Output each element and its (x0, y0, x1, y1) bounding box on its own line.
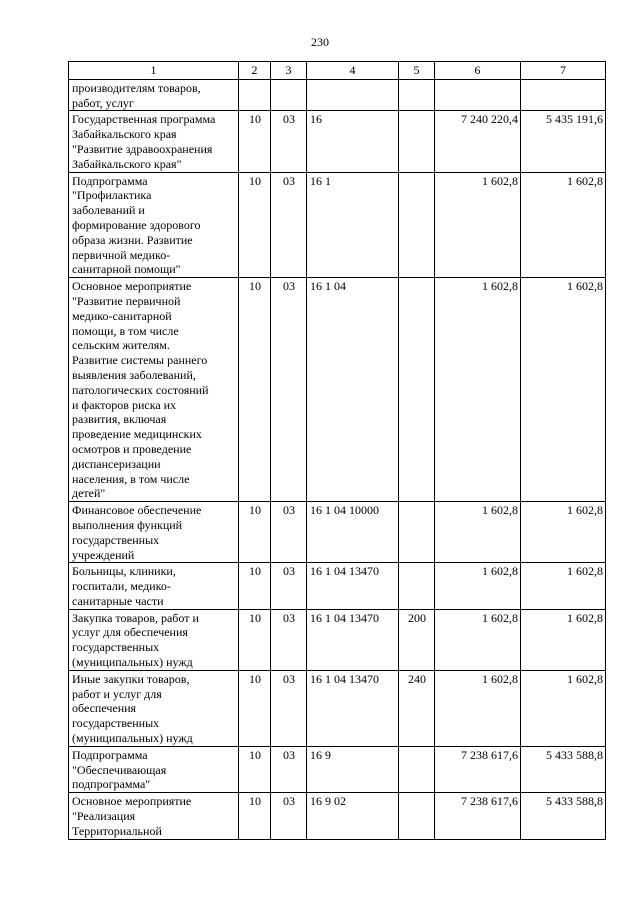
amount-year1-cell: 1 602,8 (435, 563, 521, 609)
subsection-cell: 03 (271, 278, 307, 502)
section-cell: 10 (239, 563, 271, 609)
amount-year1-cell: 1 602,8 (435, 609, 521, 670)
column-header: 3 (271, 62, 307, 80)
amount-year1-cell: 7 238 617,6 (435, 746, 521, 792)
expense-type-cell (399, 502, 435, 563)
subsection-cell: 03 (271, 563, 307, 609)
expense-type-cell: 200 (399, 609, 435, 670)
amount-year2-cell: 1 602,8 (521, 670, 606, 746)
column-header: 6 (435, 62, 521, 80)
amount-year2-cell: 5 435 191,6 (521, 111, 606, 172)
column-header: 1 (69, 62, 239, 80)
target-article-cell: 16 9 02 (307, 793, 399, 839)
target-article-cell: 16 1 (307, 172, 399, 278)
section-cell: 10 (239, 111, 271, 172)
amount-year2-cell: 5 433 588,8 (521, 793, 606, 839)
table-row (69, 793, 606, 839)
amount-year1-cell: 7 238 617,6 (435, 793, 521, 839)
amount-year2-cell: 1 602,8 (521, 609, 606, 670)
expense-type-cell (399, 111, 435, 172)
target-article-cell: 16 1 04 10000 (307, 502, 399, 563)
expense-type-cell (399, 172, 435, 278)
amount-year1-cell: 1 602,8 (435, 502, 521, 563)
subsection-cell: 03 (271, 670, 307, 746)
table-row (69, 563, 606, 609)
amount-year1-cell: 1 602,8 (435, 670, 521, 746)
amount-year1-cell: 7 240 220,4 (435, 111, 521, 172)
target-article-cell: 16 (307, 111, 399, 172)
expense-type-cell (399, 278, 435, 502)
section-cell: 10 (239, 746, 271, 792)
budget-table (68, 61, 606, 840)
amount-year1-cell (435, 79, 521, 111)
item-name-cell: Финансовое обеспечение выполнения функций государственных учреждений (69, 502, 239, 563)
subsection-cell: 03 (271, 502, 307, 563)
target-article-cell: 16 9 (307, 746, 399, 792)
column-number-row (69, 62, 606, 80)
section-cell: 10 (239, 502, 271, 563)
page-number: 230 (311, 35, 329, 49)
table-row (69, 111, 606, 172)
expense-type-cell (399, 793, 435, 839)
table-row (69, 609, 606, 670)
amount-year2-cell: 1 602,8 (521, 563, 606, 609)
target-article-cell: 16 1 04 13470 (307, 609, 399, 670)
expense-type-cell (399, 563, 435, 609)
target-article-cell: 16 1 04 13470 (307, 563, 399, 609)
amount-year2-cell: 5 433 588,8 (521, 746, 606, 792)
item-name-cell: Подпрограмма "Обеспечивающая подпрограмма" (69, 746, 239, 792)
subsection-cell (271, 79, 307, 111)
target-article-cell: 16 1 04 13470 (307, 670, 399, 746)
section-cell: 10 (239, 670, 271, 746)
expense-type-cell: 240 (399, 670, 435, 746)
amount-year2-cell: 1 602,8 (521, 278, 606, 502)
column-header: 7 (521, 62, 606, 80)
column-header: 5 (399, 62, 435, 80)
amount-year2-cell (521, 79, 606, 111)
item-name-cell: Закупка товаров, работ и услуг для обеспечения государственных (муниципальных) нужд (69, 609, 239, 670)
table-row (69, 172, 606, 278)
subsection-cell: 03 (271, 111, 307, 172)
amount-year1-cell: 1 602,8 (435, 278, 521, 502)
item-name-cell: производителям товаров, работ, услуг (69, 79, 239, 111)
table-row (69, 79, 606, 111)
column-header: 2 (239, 62, 271, 80)
amount-year2-cell: 1 602,8 (521, 172, 606, 278)
table-row (69, 502, 606, 563)
table-row (69, 746, 606, 792)
section-cell (239, 79, 271, 111)
amount-year1-cell: 1 602,8 (435, 172, 521, 278)
item-name-cell: Больницы, клиники, госпитали, медико- санитарные части (69, 563, 239, 609)
item-name-cell: Подпрограмма "Профилактика заболеваний и формирование здорового образа жизни. Развитие первичной медико- санитарной помощи" (69, 172, 239, 278)
expense-type-cell (399, 79, 435, 111)
subsection-cell: 03 (271, 746, 307, 792)
item-name-cell: Основное мероприятие "Развитие первичной медико-санитарной помощи, в том числе сельским жителям. Развитие системы раннего выявления заболеваний, патологических состояний и факторов риска их развития, включая проведение медицинских осмотров и проведение диспансеризации населения, в том числе детей" (69, 278, 239, 502)
subsection-cell: 03 (271, 172, 307, 278)
section-cell: 10 (239, 793, 271, 839)
section-cell: 10 (239, 172, 271, 278)
subsection-cell: 03 (271, 793, 307, 839)
column-header: 4 (307, 62, 399, 80)
subsection-cell: 03 (271, 609, 307, 670)
section-cell: 10 (239, 609, 271, 670)
item-name-cell: Государственная программа Забайкальского края "Развитие здравоохранения Забайкальского края" (69, 111, 239, 172)
item-name-cell: Основное мероприятие "Реализация Территориальной (69, 793, 239, 839)
section-cell: 10 (239, 278, 271, 502)
expense-type-cell (399, 746, 435, 792)
table-row (69, 670, 606, 746)
target-article-cell (307, 79, 399, 111)
table-row (69, 278, 606, 502)
target-article-cell: 16 1 04 (307, 278, 399, 502)
item-name-cell: Иные закупки товаров, работ и услуг для обеспечения государственных (муниципальных) нужд (69, 670, 239, 746)
amount-year2-cell: 1 602,8 (521, 502, 606, 563)
